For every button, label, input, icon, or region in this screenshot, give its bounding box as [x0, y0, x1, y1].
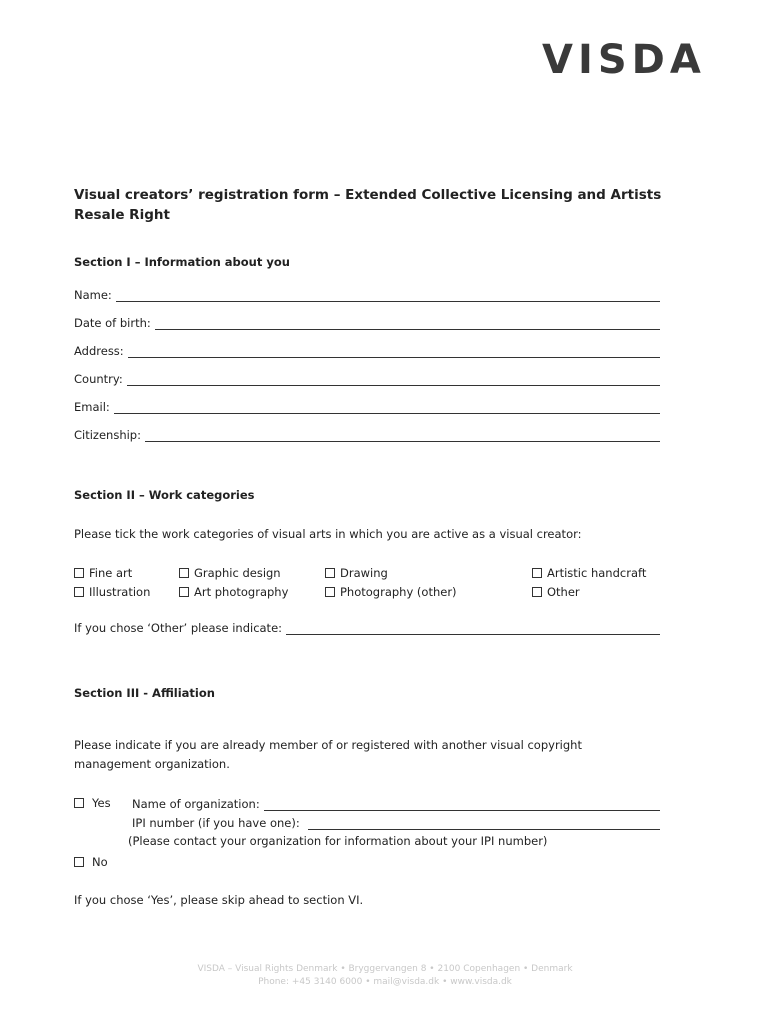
email-field[interactable]: [74, 400, 660, 414]
ipi-number-label: IPI number (if you have one):: [132, 816, 300, 830]
checkbox-icon[interactable]: [179, 587, 189, 597]
checkbox-no[interactable]: No: [74, 855, 108, 869]
checkbox-icon[interactable]: [179, 568, 189, 578]
email-label: Email:: [74, 400, 110, 414]
work-categories-instruction: Please tick the work categories of visual arts in which you are active as a visual creator:: [74, 527, 582, 541]
footer-contact: Phone: +45 3140 6000 • mail@visda.dk • www.visda.dk: [258, 977, 512, 987]
checkbox-other[interactable]: Other: [532, 585, 580, 599]
country-field[interactable]: [74, 372, 660, 386]
name-line[interactable]: [116, 289, 660, 302]
name-label: Name:: [74, 288, 112, 302]
section-2-heading: Section II – Work categories: [74, 488, 255, 502]
other-category-label: If you chose ‘Other’ please indicate:: [74, 621, 283, 635]
checkbox-icon[interactable]: [74, 798, 84, 808]
address-field[interactable]: [74, 344, 660, 358]
section-3-heading: Section III - Affiliation: [74, 686, 215, 700]
checkbox-art-photography[interactable]: Art photography: [179, 585, 288, 599]
email-line[interactable]: [114, 401, 660, 414]
ipi-number-field[interactable]: [132, 816, 660, 830]
checkbox-photography-other[interactable]: Photography (other): [325, 585, 457, 599]
checkbox-graphic-design[interactable]: Graphic design: [179, 566, 281, 580]
checkbox-icon[interactable]: [325, 587, 335, 597]
organization-name-field[interactable]: [132, 797, 660, 811]
affiliation-instruction-line-2: management organization.: [74, 757, 230, 771]
organization-name-label: Name of organization:: [132, 797, 260, 811]
organization-name-line[interactable]: [264, 798, 660, 811]
checkbox-fine-art[interactable]: Fine art: [74, 566, 132, 580]
citizenship-line[interactable]: [145, 429, 660, 442]
address-line[interactable]: [128, 345, 660, 358]
visda-logo: VISDA: [542, 37, 706, 83]
checkbox-icon[interactable]: [532, 587, 542, 597]
checkbox-icon[interactable]: [74, 587, 84, 597]
checkbox-icon[interactable]: [532, 568, 542, 578]
checkbox-icon[interactable]: [74, 857, 84, 867]
affiliation-instruction-line-1: Please indicate if you are already member of or registered with another visual copyright: [74, 738, 582, 752]
date-of-birth-line[interactable]: [155, 317, 660, 330]
skip-ahead-note: If you chose ‘Yes’, please skip ahead to section VI.: [74, 893, 364, 907]
form-title: Visual creators’ registration form – Extended Collective Licensing and Artists Resale Right: [74, 187, 662, 223]
citizenship-field[interactable]: [74, 428, 660, 442]
address-label: Address:: [74, 344, 124, 358]
other-category-field[interactable]: [74, 621, 660, 635]
checkbox-icon[interactable]: [325, 568, 335, 578]
citizenship-label: Citizenship:: [74, 428, 141, 442]
date-of-birth-field[interactable]: [74, 316, 660, 330]
checkbox-yes[interactable]: Yes: [74, 796, 111, 810]
ipi-number-line[interactable]: [308, 817, 660, 830]
checkbox-artistic-handcraft[interactable]: Artistic handcraft: [532, 566, 646, 580]
ipi-note: (Please contact your organization for information about your IPI number): [128, 834, 548, 848]
country-label: Country:: [74, 372, 123, 386]
date-of-birth-label: Date of birth:: [74, 316, 151, 330]
footer-address: VISDA – Visual Rights Denmark • Bryggervangen 8 • 2100 Copenhagen • Denmark: [197, 964, 573, 974]
other-category-line[interactable]: [286, 622, 660, 635]
checkbox-drawing[interactable]: Drawing: [325, 566, 388, 580]
checkbox-illustration[interactable]: Illustration: [74, 585, 150, 599]
name-field[interactable]: [74, 288, 660, 302]
country-line[interactable]: [127, 373, 660, 386]
checkbox-icon[interactable]: [74, 568, 84, 578]
section-1-heading: Section I – Information about you: [74, 255, 290, 269]
